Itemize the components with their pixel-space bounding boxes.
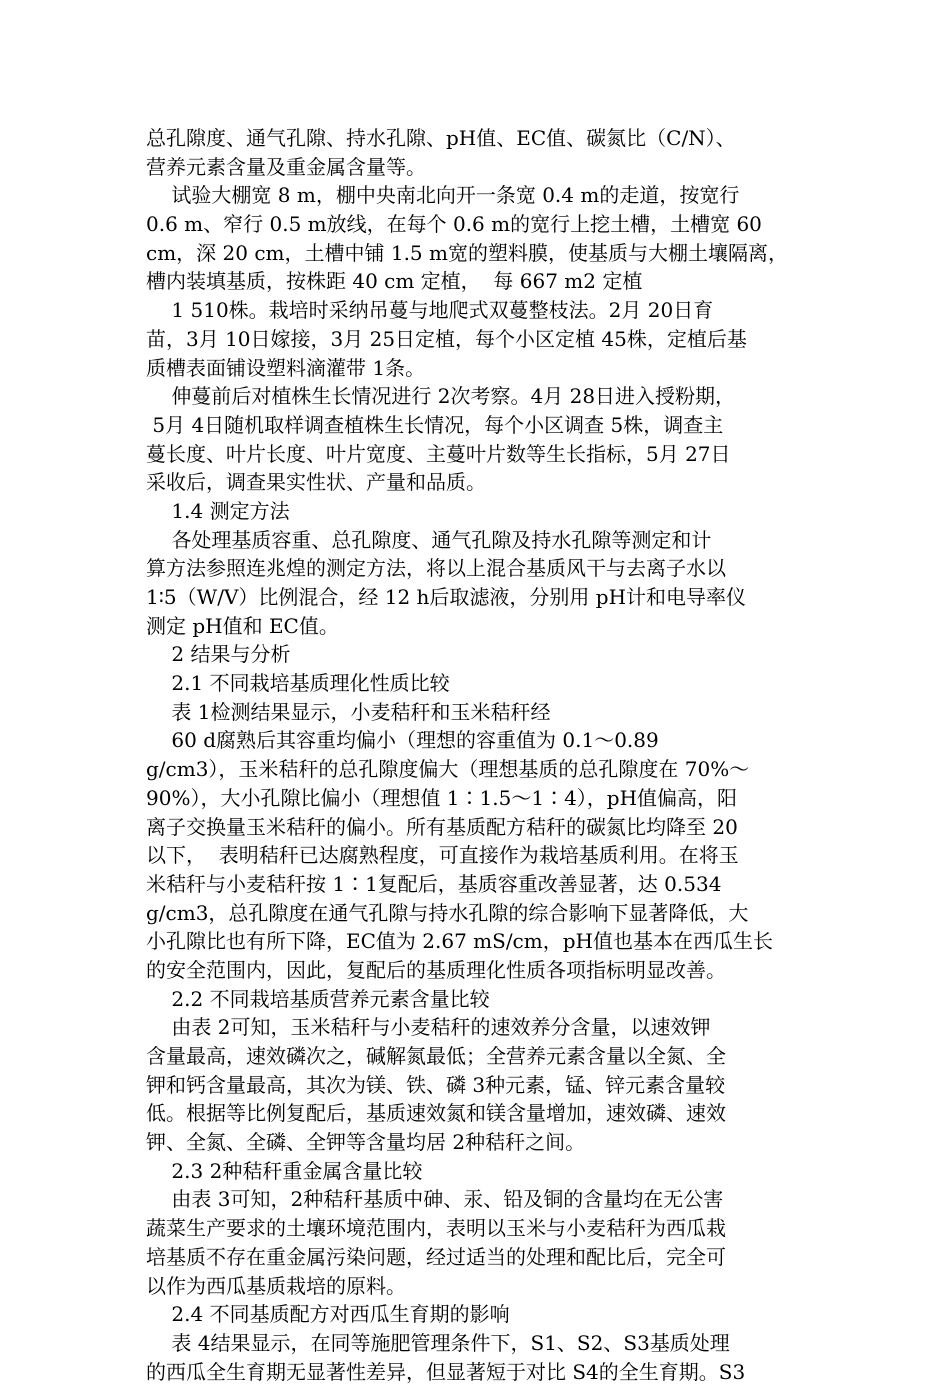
text-line: 低。根据等比例复配后，基质速效氮和镁含量增加，速效磷、速效 [146,1101,726,1126]
text-line: 5月 4日随机取样调查植株生长情况，每个小区调查 5株，调查主 [146,412,724,437]
text-line: 由表 3可知，2种秸秆基质中砷、汞、铅及铜的含量均在无公害 [146,1187,724,1212]
text-line: 离子交换量玉米秸秆的偏小。所有基质配方秸秆的碳氮比均降至 20 [146,814,738,839]
text-line: 质槽表面铺设塑料滴灌带 1条。 [146,355,426,380]
text-line: 表 1检测结果显示，小麦秸秆和玉米秸秆经 [146,699,551,724]
text-line: 1 510株。栽培时采纳吊蔓与地爬式双蔓整枝法。2月 20日育 [146,298,714,323]
text-line: 测定 pH值和 EC值。 [146,613,339,638]
section-heading: 2 结果与分析 [146,642,291,667]
text-line: 蔬菜生产要求的土壤环境范围内，表明以玉米与小麦秸秆为西瓜栽 [146,1216,726,1241]
text-line: 表 4结果显示，在同等施肥管理条件下，S1、S2、S3基质处理 [146,1330,730,1355]
section-heading: 1.4 测定方法 [146,498,290,523]
text-line: 0.6 m、窄行 0.5 m放线，在每个 0.6 m的宽行上挖土槽，土槽宽 60 [146,212,762,237]
text-line: 的安全范围内，因此，复配后的基质理化性质各项指标明显改善。 [146,957,726,982]
text-line: 槽内装填基质，按株距 40 cm 定植， 每 667 m2 定植 [146,269,643,294]
section-heading: 2.2 不同栽培基质营养元素含量比较 [146,986,490,1011]
document-page [146,124,814,1386]
text-line: 蔓长度、叶片长度、叶片宽度、主蔓叶片数等生长指标，5月 27日 [146,441,731,466]
text-line: 以作为西瓜基质栽培的原料。 [146,1273,406,1298]
text-line: 伸蔓前后对植株生长情况进行 2次考察。4月 28日进入授粉期， [146,384,736,409]
text-line: 总孔隙度、通气孔隙、持水孔隙、pH值、EC值、碳氮比（C/N）、 [146,126,736,150]
text-line: 的西瓜全生育期无显著性差异，但显著短于对比 S4的全生育期。S3 [146,1359,746,1384]
text-line: 算方法参照连兆煌的测定方法，将以上混合基质风干与去离子水以 [146,556,726,581]
section-heading: 2.1 不同栽培基质理化性质比较 [146,671,450,696]
text-line: 营养元素含量及重金属含量等。 [146,154,426,179]
text-line: g/cm3，总孔隙度在通气孔隙与持水孔隙的综合影响下显著降低，大 [146,900,749,925]
text-line: 采收后，调查果实性状、产量和品质。 [146,470,486,495]
text-line: 钾和钙含量最高，其次为镁、铁、磷 3种元素，锰、锌元素含量较 [146,1072,726,1097]
text-line: 苗，3月 10日嫁接，3月 25日定植，每个小区定植 45株，定植后基 [146,326,747,351]
text-line: 90%），大小孔隙比偏小（理想值 1∶1.5～1∶4），pH值偏高，阳 [146,785,738,810]
text-line: 培基质不存在重金属污染问题，经过适当的处理和配比后，完全可 [146,1244,726,1269]
text-line: 各处理基质容重、总孔隙度、通气孔隙及持水孔隙等测定和计 [146,527,712,552]
text-line: 含量最高，速效磷次之，碱解氮最低；全营养元素含量以全氮、全 [146,1044,726,1068]
text-line: 米秸秆与小麦秸秆按 1∶1复配后，基质容重改善显著，达 0.534 [146,871,722,896]
text-line: 1∶5（W/V）比例混合，经 12 h后取滤液，分别用 pH计和电导率仪 [146,585,747,609]
text-line: 以下， 表明秸秆已达腐熟程度，可直接作为栽培基质利用。在将玉 [146,843,739,868]
text-line: 由表 2可知，玉米秸秆与小麦秸秆的速效养分含量，以速效钾 [146,1015,711,1040]
text-line: 试验大棚宽 8 m，棚中央南北向开一条宽 0.4 m的走道，按宽行 [146,183,740,208]
text-line: 小孔隙比也有所下降，EC值为 2.67 mS/cm，pH值也基本在西瓜生长 [146,929,773,954]
text-line: cm，深 20 cm，土槽中铺 1.5 m宽的塑料膜，使基质与大棚土壤隔离， [146,240,788,265]
text-line: g/cm3），玉米秸秆的总孔隙度偏大（理想基质的总孔隙度在 70%～ [146,757,750,782]
section-heading: 2.4 不同基质配方对西瓜生育期的影响 [146,1302,510,1327]
text-line: 60 d腐熟后其容重均偏小（理想的容重值为 0.1～0.89 [146,728,659,753]
text-line: 钾、全氮、全磷、全钾等含量均居 2种秸秆之间。 [146,1130,586,1155]
section-heading: 2.3 2种秸秆重金属含量比较 [146,1158,423,1183]
